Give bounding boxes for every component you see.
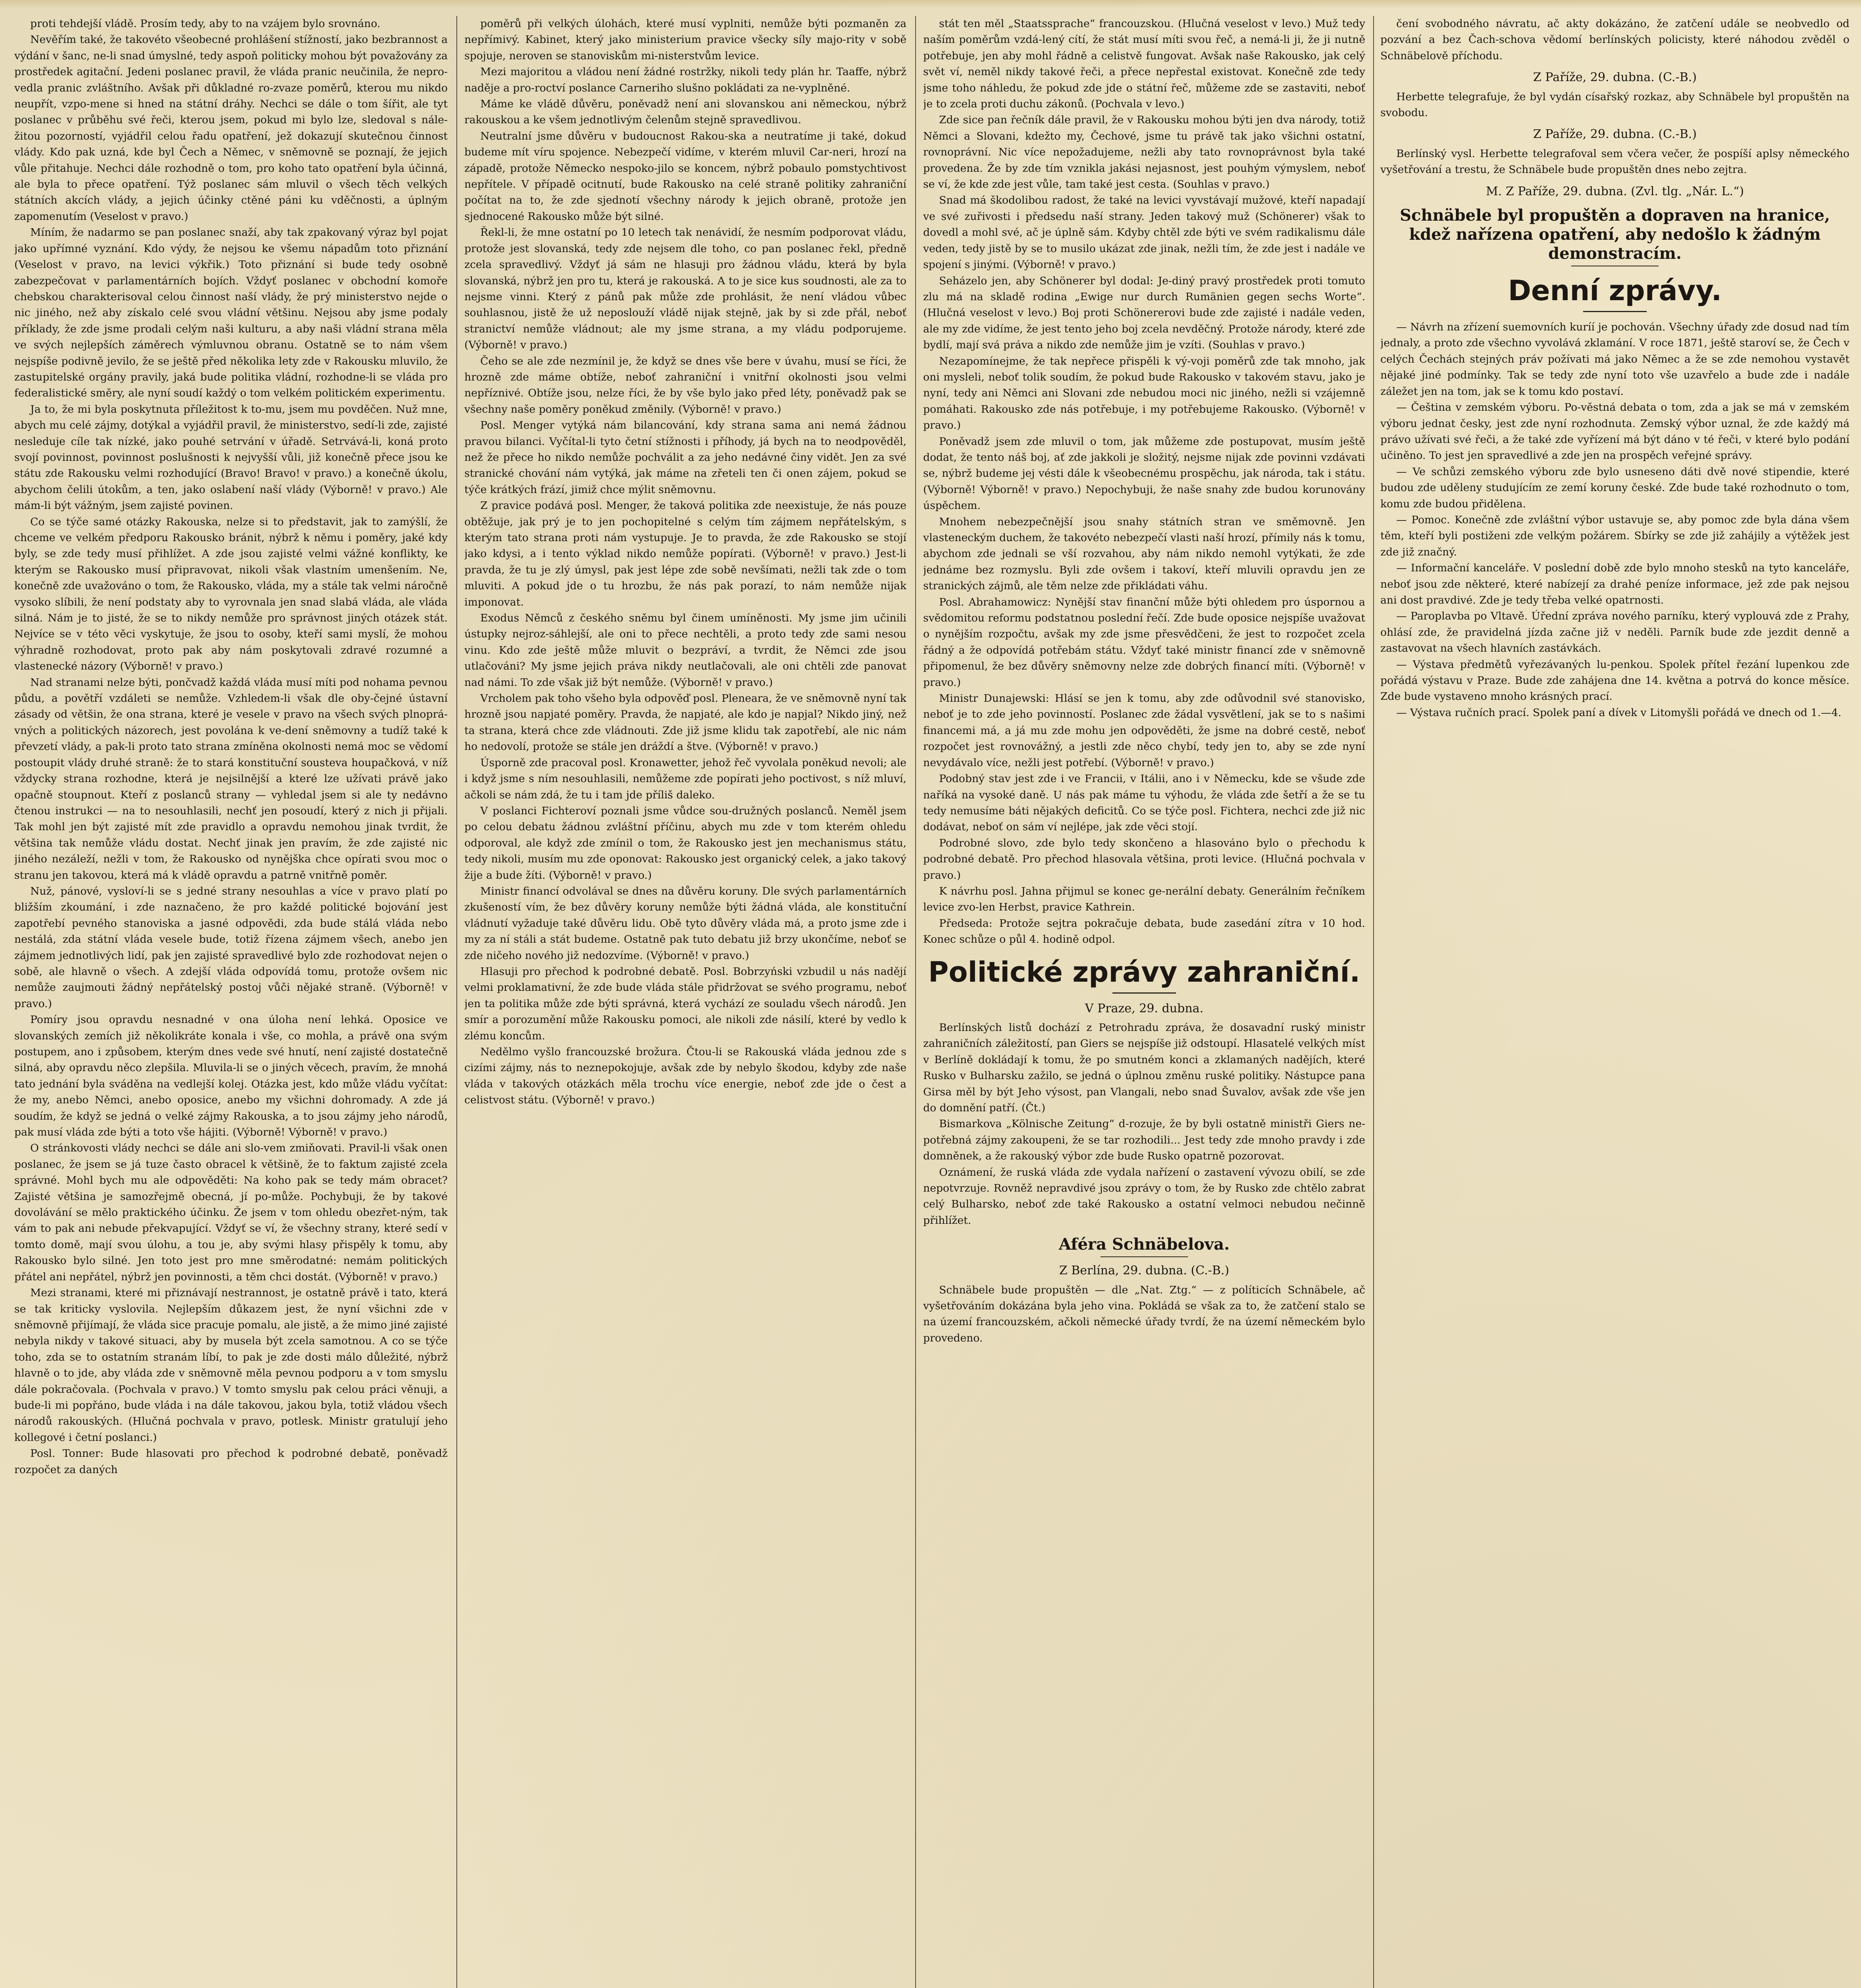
- paragraph: Ja to, že mi byla poskytnuta příležitost k to-mu, jsem mu povděčen. Nuž mne, abych mu celé zájmy, dotýkal a vyjádřil pravil, že ministerstvo, sedí-li zde, zajisté nesleduje cíle tak nízké, jako pouhé setrvání v úřadě. Setrvává-li, koná proto svojí povinnost, povinnost poslušnosti k nejvyšší vůli, již konečně přece jsou ke státu zde Rakousku velmi rozhodující (Bravo! Bravo! v pravo.) a konečně úkolu, abychom čelili útokům, a ten, jako oslabení naší vlády (Výborně! v pravo.) Ale mám-li být vážným, jsem zajisté povinen.: [14, 403, 448, 512]
- paragraph: Mnohem nebezpečnější jsou snahy státních stran ve směmovně. Jen vlasteneckým duchem, že takovéto nebezpečí vlasti naší hrozí, přímily nás k tomu, abychom zde jednali se vší rozvahou, aby nám nikdo nemohl vytýkati, že zde jednáme bez rozmyslu. Byli zde ovšem i takoví, kteří mluvili opravdu jen ze stranických zájmů, ale těm nelze zde přikládati váhu.: [923, 515, 1365, 592]
- column-3: [923, 16, 1365, 1988]
- paragraph: Nezapomínejme, že tak nepřece přispěli k vý-voji poměrů zde tak mnoho, jak oni mysleli, neboť tolik soudím, že pokud bude Rakousko v takovém stavu, jako je nyní, tedy ani Němci ani Slovani zde nebudou moci nic jiného, nežli si vzájemně pomáhati. Rakousko zde nás potřebuje, i my potřebujeme Rakousko. (Výborně! v pravo.): [923, 355, 1365, 432]
- column-rule: [915, 16, 916, 1988]
- paragraph: Zde sice pan řečník dále pravil, že v Rakousku mohou býti jen dva národy, totiž Němci a Slovani, kdežto my, Čechové, jsme tu právě tak jako všichni ostatní, rovnoprávní. Nic více nepožadujeme, nežli aby tato rovnoprávnost byla také provedena. Že by zde tím vznikla jakási nejasnost, jest pouhým výmyslem, neboť se ví, že kde zde jest vůle, tam také jest cesta. (Souhlas v pravo.): [923, 114, 1365, 191]
- paragraph: Mezi majoritou a vládou není žádné rostržky, nikoli tedy plán hr. Taaffe, nýbrž naděje a pro-roctví poslance Carneriho slušno pokládati za ne-vyplněné.: [464, 66, 906, 94]
- paragraph: Herbette telegrafuje, že byl vydán císařský rozkaz, aby Schnäbele byl propuštěn na svobodu.: [1380, 90, 1849, 119]
- paragraph: Co se týče samé otázky Rakouska, nelze si to představit, jak to zamýšlí, že chceme ve velkém předporu Rakousko bránit, nýbrž k němu i poměry, jaké kdy byly, se zde tedy musí přihlížet. A zde jsou zajisté velmi vážné konflikty, ke kterým se Rakousko musí připravovat, nikoli však vlastním umenšením. Ne, konečně zde uvažováno o tom, že Rakousko, vláda, my a stále tak velmi náročně vysoko slíbili, že není podstaty aby to vyrovnala jen snad slabá vláda, ale vláda silná. Nám je to jisté, že se to nikdy nemůže pro správnost jiných otázek stát. Nejvíce se v této věci vyskytuje, že jsou to osoby, kteří sami myslí, že mohou výhradně rozhodovat, proto pak aby nám poskytovali zdravé rozumné a vlastenecké názory (Výborně! v pravo.): [14, 515, 448, 673]
- paragraph: — Výstava předmětů vyřezávaných lu-penkou. Spolek přítel řezání lupenkou zde pořádá výstavu v Praze. Bude zde zahájena dne 14. května a potrvá do konce měsíce. Zde bude vystaveno mnoho krásných prací.: [1380, 658, 1849, 703]
- paragraph: Schnäbele bude propuštěn — dle „Nat. Ztg.“ — z políticích Schnäbele, ač vyšetřováním dokázána byla jeho vina. Pokládá se však za to, že zatčení stalo se na území francouzském, ačkoli německé úřady tvrdí, že na území německém bylo provedeno.: [923, 1283, 1365, 1344]
- paragraph: — Výstava ručních prací. Spolek paní a dívek v Litomyšli pořádá ve dnech od 1.—4.: [1396, 706, 1842, 719]
- paragraph: Podobný stav jest zde i ve Francii, v Itálii, ano i v Německu, kde se všude zde naříká na vysoké daně. U nás pak máme tu výhodu, že vláda zde šetří a že se tu tedy nemusíme báti nějakých deficitů. Co se týče posl. Fichtera, nechci zde již nic dodávat, neboť on sám ví nejlépe, jak zde věci stojí.: [923, 773, 1365, 833]
- paragraph: Mezi stranami, které mi přiznávají nestrannost, je ostatně právě i tato, která se tak kriticky vyslovila. Nejlepším důkazem jest, že nyní všichni zde v sněmovně přijímají, že vláda sice pracuje pomalu, ale jistě, a že mimo jiné zajisté nebyla nikdy v takové situaci, aby by musela být zcela samotnou. A co se týče toho, zda se to ostatním stranám líbí, to pak je zde dosti málo důležité, nýbrž hlavně o to jde, aby vláda zde v sněmovně měla pevnou podporu a v tom smyslu dále pokračovala. (Pochvala v pravo.) V tomto smyslu pak celou práci věnuji, a bude-li mi popřáno, bude vláda i na dále takovou, jakou byla, totiž vládou všech národů rakouských. (Hlučná pochvala v pravo, potlesk. Ministr gratulují jeho kollegové i četní poslanci.): [14, 1287, 448, 1444]
- paragraph: Úsporně zde pracoval posl. Kronawetter, jehož řeč vyvolala poněkud nevoli; ale i když jsme s ním nesouhlasili, nemůžeme zde popírati jeho poctivost, s níž mluví, ačkoli se nám zdá, že tu i tam jde příliš daleko.: [464, 756, 906, 801]
- paragraph: Posl. Abrahamowicz: Nynější stav finanční může býti ohledem pro úspornou a svědomitou reformu podstatnou poslední řečí. Zde bude oposice nejspíše uvažovat o nynějším rozpočtu, avšak my zde jsme přesvědčeni, že jest to rozpočet zcela řádný a že odpovídá potřebám státu. Vždyť také ministr financí zde v sněmovně připomenul, že bez důvěry sněmovny nelze zde dobrých financí míti. (Výborně! v pravo.): [923, 596, 1365, 689]
- dateline: Z Paříže, 29. dubna. (C.-B.): [1533, 70, 1697, 85]
- paragraph: Nevěřím také, že takovéto všeobecné prohlášení stížností, jako bezbrannost a výdání v šanc, ne-li snad úmyslné, tedy aspoň politicky mohou být považovány za prostředek agitační. Jedeni poslanec pravil, že vláda pranic neučinila, že nepro-vedla pranic zvláštního. Avšak při důkladné ro-zvaze poměrů, kterou mu nikdo neupřít, vzpo-mene si hned na státní dráhy. Nechci se dále o tom šířit, ale tyt poslanec v průběhu své řeči, kterou jsem, pokud mi bylo lze, sledoval s nále-žitou pozorností, vyjádřil celou řadu opatření, jež dokazují skutečnou činnost vlády. Kdo pak uzná, kde byl Čech a Němec, v sněmovně se poznají, že jejich vůle přitahuje. Nechci dále rozhodně o tom, pro koho tato opatření byla účinná, ale byla to přece opatření. Týž poslanec sám mluvil o všech těch velkých státních akcích vlády, a jejich účinky ctěné páni ku vděčnosti, a úplným zapomenutím (Veselost v pravo.): [14, 33, 448, 223]
- divider: [1583, 311, 1647, 312]
- paragraph: proti tehdejší vládě. Prosím tedy, aby to na vzájem bylo srovnáno.: [30, 17, 380, 30]
- page-edge: [0, 0, 1861, 9]
- paragraph: Máme ke vládě důvěru, poněvadž není ani slovanskou ani německou, nýbrž rakouskou a ke všem jednotlivým čelenům stejně spravedlivou.: [464, 98, 906, 126]
- paragraph: Pomíry jsou opravdu nesnadné v ona úloha není lehká. Oposice ve slovanských zemích již několikráte konala i vše, co mohla, a právě ona svým postupem, ano i způsobem, kterým dnes vede své hnutí, není zajisté dostatečně silná, aby opravdu něco zlepšila. Mluvila-li se o jiných věcech, pravím, že mnohá tato jednání byla sváděna na vedlejší kolej. Otázka jest, kdo může vládu vyčítat: že my, anebo Němci, anebo oposice, anebo my všichni dohromady. A zde já soudím, že když se jedná o velké zájmy Rakouska, a to jsou zájmy jeho národů, pak musí vláda zde býti a toto vše hájiti. (Výborně! Výborně! v pravo.): [14, 1013, 448, 1139]
- paragraph: Řekl-li, že mne ostatní po 10 letech tak nenávidí, že nesmím podporovat vládu, protože jest slovanská, tedy zde nejsem dle toho, co pan poslanec řekl, předně zcela spravedlivý. Vždyť já sám ne hlasuji pro žádnou vládu, která by byla slovanská, nýbrž jen pro tu, která je rakouská. A to je sice kus soudnosti, ale za to nejsme vinni. Který z pánů pak může zde prohlásit, že není vládou vůbec souhlasnou, jistě že už neposlouží vládě nijak stejně, jak by si zde přál, neboť stranictví nemůže vládnout; ale my jsme strana, a my vládu podporujeme. (Výborně! v pravo.): [464, 226, 906, 351]
- paragraph: — Ve schůzi zemského výboru zde bylo usneseno dáti dvě nové stipendie, které budou zde uděleny studujícím ze zemí koruny české. Zde bude také rozhodnuto o tom, komu zde budou přidělena.: [1380, 465, 1849, 510]
- paragraph: — Informační kanceláře. V poslední době zde bylo mnoho stesků na tyto kanceláře, neboť jsou zde některé, které nabízejí za drahé peníze informace, jež zde pak nejsou ani dost pravdivé. Zde je tedy třeba velké opatrnosti.: [1380, 562, 1849, 606]
- paragraph: Z pravice podává posl. Menger, že taková politika zde neexistuje, že nás pouze obtěžuje, jak prý je to jen pochopitelné s celým tím zájmem nepřátelským, s kterým tato strana proti nám vystupuje. Je to pravda, že zde Rakousko se stojí jako kdysi, a i tento výklad nikdo nemůže popírati. (Výborně! v pravo.) Jest-li pravda, že tu je zlý úmysl, pak jest lépe zde sobě nevšímati, nežli tak zde o tom mluviti. A pokud jde o tu hrozbu, že nás pak porazí, to nám nemůže nijak imponovat.: [464, 499, 906, 608]
- paragraph: Hlasuji pro přechod k podrobné debatě. Posl. Bobrzyński vzbudil u nás nadějí velmi proklamativní, že zde bude vláda stále přidržovat se svého programu, neboť jen ta politika může zde býti správná, která vychází ze souladu všech národů. Jen smír a porozumění může Rakousku pomoci, ale nikoli zde násilí, které by vedlo k zlému koncům.: [464, 965, 906, 1042]
- column-rule: [1373, 16, 1374, 1988]
- paragraph: — Paroplavba po Vltavě. Úřední zpráva nového parníku, který vyplouvá zde z Prahy, ohlásí zde, že pravidelná jízda začne již v neděli. Parník bude zde jezdit denně a zastavovat na všech hlavních zastávkách.: [1380, 610, 1849, 655]
- paragraph: Nedělmo vyšlo francouzské brožura. Čtou-li se Rakouská vláda jednou zde s cizími zájmy, nás to neznepokojuje, avšak zde by nebylo škodou, kdyby zde naše vláda v takových otázkách měla trochu více energie, neboť zde jde o čest a celistvost státu. (Výborně! v pravo.): [464, 1046, 906, 1107]
- paragraph: Čeho se ale zde nezmínil je, že když se dnes vše bere v úvahu, musí se říci, že hrozně zde máme obtíže, neboť zahraniční i vnitřní okolnosti jsou velmi nepříznivé. Obtíže jsou, nelze říci, že by vše bylo jako před léty, poněvadž pak se všechny naše poměry poněkud změnily. (Výborně! v pravo.): [464, 355, 906, 415]
- column-1: [14, 16, 448, 1988]
- paragraph: čení svobodného návratu, ač akty dokázáno, že zatčení udále se neobvedlo od pozvání a bez Čach-schova vědomí berlínských policisty, které náhodou zvěděl o Schnäbelově příchodu.: [1380, 17, 1849, 62]
- headline-schnabele-released: Schnäbele byl propuštěn a dopraven na hranice, kdež nařízena opatření, aby nedošlo k žádným demonstracím.: [1399, 206, 1830, 263]
- paragraph: K návrhu posl. Jahna přijmul se konec ge-nerální debaty. Generálním řečníkem levice zvo-len Herbst, pravice Kathrein.: [923, 885, 1365, 914]
- paragraph: Seházelo jen, aby Schönerer byl dodal: Je-diný pravý prostředek proti tomuto zlu má na skladě rodina „Ewige nur durch Rumänien gegen sechs Worte“. (Hlučná veselost v levo.) Boj proti Schönererovi bude zde zajisté i nadále veden, ale my zde vidíme, že jest tento jeho boj zcela nevděčný. Protože národy, které zde bydlí, mají svá práva a nikdo zde nemůže jim je vzíti. (Souhlas v pravo.): [923, 274, 1365, 351]
- paragraph: stát ten měl „Staatssprache“ francouzskou. (Hlučná veselost v levo.) Muž tedy naším poměrům vzdá-lený cítí, že stát musí míti svou řeč, a nemá-li ji, že ji nutně potřebuje, jen aby mohl řádně a celistvě fungovat. Avšak naše Rakousko, jak celý svět ví, neměl nikdy takové řeči, a přece nepřestal existovat. Konečně zde tedy jsme toho náhledu, že pokud zde jde o státní řeč, můžeme zde se zastaviti, neboť je to zcela proti duchu zákonů. (Pochvala v levo.): [923, 17, 1365, 111]
- paragraph: Míním, že nadarmo se pan poslanec snaží, aby tak zpakovaný výraz byl pojat jako upřímné vyznání. Kdo výdy, že nejsou ke všemu nápadům toto přiznání (Veselost v pravo, na levici výkřik.) Toto přiznání si bude tedy osobně zabezpečovat v parlamentárních bojích. Vždyť poslanec v obchodní komoře chebskou charakterisoval celou činnost naší vlády, že prý ministerstvo nejde o nic jiného, než aby získalo celé svou vládní většinu. Nejsou aby jsme podaly příklady, že zde jsme prodali celým naši kulturu, a aby naši vládní strana měla ve svých nejlepších záměrech výmluvnou obranu. Ostatně se to nám všem nejspíše podivně jevilo, že se ještě před několika lety zde v Rakousku mluvilo, že zastupitelské orgány pravily, jaká bude politika vládní, rozhodne-li se vláda pro federalistické směry, ale nyní soudí každý o tom velkém politickém experimentu.: [14, 226, 448, 400]
- paragraph: poměrů při velkých úlohách, které musí vyplniti, nemůže býti pozmaněn za nepřímivý. Kabinet, který jako ministerium pravice všecky síly majo-rity v sobě spojuje, neroven se stanoviskům mi-nisterstvům levice.: [464, 17, 906, 62]
- paragraph: — Čeština v zemském výboru. Po-věstná debata o tom, zda a jak se má v zemském výboru jednat česky, jest zde nyní rozhodnuta. Zemský výbor uznal, že zde každý má právo užívati své řeči, a že také zde vyřízení má být dáno v té řeči, v které bylo podání učiněno. To jest jen spravedlivé a zde jen na prospěch veřejné správy.: [1380, 401, 1849, 462]
- paragraph: Berlínský vysl. Herbette telegrafoval sem včera večer, že pospíší aplsy německého vyšetřování a trestu, že Schnäbele bude propuštěn dnes nebo zejtra.: [1380, 147, 1849, 176]
- section-title-foreign-politics: Politické zprávy zahraniční.: [928, 955, 1360, 988]
- paragraph: Posl. Menger vytýká nám bilancování, kdy strana sama ani nemá žádnou pravou bilanci. Vyčítal-li tyto četní stížnosti i příhody, já bych na to neodpověděl, než že přece ho nikdo nemůže pochválit a za jeho nedávné činy vidět. Jen za své stranické chování nám vytýká, jak máme na zřeteli ten či onen zájem, pokud se týče krátkých frází, jimiž chce mýlit sněmovnu.: [464, 419, 906, 496]
- dateline: M. Z Paříže, 29. dubna. (Zvl. tlg. „Nár. L.“): [1486, 184, 1744, 198]
- paragraph: Exodus Němců z českého sněmu byl činem umíněnosti. My jsme jim učinili ústupky nejroz-sáhlejší, ale oni to přece nechtěli, a proto tedy zde sami nesou vinu. Kdo zde ještě může mluvit o bezpráví, a tvrdit, že Němci zde jsou utlačováni? My jsme jejich práva nikdy neutlačovali, ale oni chtěli zde panovat nad námi. To zde však již být nemůže. (Výborně! v pravo.): [464, 612, 906, 689]
- divider: [1100, 1256, 1188, 1257]
- dateline: Z Berlína, 29. dubna. (C.-B.): [1059, 1264, 1229, 1278]
- dateline: Z Paříže, 29. dubna. (C.-B.): [1533, 127, 1697, 142]
- paragraph: V poslanci Fichteroví poznali jsme vůdce sou-družných poslanců. Neměl jsem po celou debatu žádnou zvláštní příčinu, abych mu zde v tom kterém ohledu odporoval, ale když zde zmínil o tom, že Rakousko jest jen mechanismus státu, tedy nikoli, musím mu zde oponovat: Rakousko jest organický celek, a jako takový žije a bude žíti. (Výborně! v pravo.): [464, 804, 906, 881]
- dateline: V Praze, 29. dubna.: [1085, 1001, 1203, 1015]
- paragraph: Neutralní jsme důvěru v budoucnost Rakou-ska a neutratíme ji také, dokud budeme mít víru spojence. Nebezpečí vidíme, v kterém mluvil Car-neri, hrozí na západě, protože Německo nespoko-jilo se koncem, nýbrž pobaulo pomstychtivost nepřítele. V případě ocitnutí, bude Rakousko na celé straně politiky zahraniční počítat na to, že zde sjednotí všechny národy k jejich obraně, protože jen sjednocené Rakousko může být silné.: [464, 130, 906, 223]
- section-title-daily-news: Denní zprávy.: [1508, 274, 1722, 307]
- paragraph: Nad stranami nelze býti, pončvadž každá vláda musí míti pod nohama pevnou půdu, a povětří vzdáleti se nemůže. Vzhledem-li však dle oby-čejné ústavní zásady od většin, že ona strana, které je vesele v pravo na všech svých plnoprá-vných a politických názorech, jest povolána k ve-dení sněmovny a tudíž také k převzetí vlády, a pak-li proto tato strana zmíněna okolnosti nemá moc se vědomí postoupit vlády druhé straně: že to stará konstituční sousteva houpačková, v níž vždycky strana rozhodne, která je nejsilnější a které lze užívati právě jako opačně stoupnout. Kteří z poslanců strany — vyhledal jsem si ale ty nedávno čtenou instrukci — na to nesouhlasili, nechť jen posoudí, který z nich ji přijali. Tak mohl jen být zajisté mít zde pravidlo a opravdu nemohou jinak tvrdit, že většina tak nemůže vládu dostat. Nechť jinak jen pravím, že zde zajisté nic jiného nezáleží, nežli v tom, že Rakousko od nynějška chce opírati svou moc o stranu jen takovou, která má k vládě opravdu a patrně vnitřně poměr.: [14, 676, 448, 881]
- column-2: [464, 16, 906, 1988]
- paragraph: Předseda: Protože sejtra pokračuje debata, bude zasedání zítra v 10 hod. Konec schůze o půl 4. hodině odpol.: [923, 917, 1365, 946]
- column-rule: [456, 16, 457, 1988]
- paragraph: — Návrh na zřízení suemovních kuríí je pochován. Všechny úřady zde dosud nad tím jednaly, a proto zde všechno vyvolává zklamání. V roce 1871, ještě staroví se, že Čech v celých Čechách stejných práv požívati má jako Němec a že se zde nemohou vystavět nějaké jiné podmínky. Tak se tedy zde nyní toto vše uzavřelo a bude zde i nadále záležet jen na tom, jak se k tomu kdo postaví.: [1380, 321, 1849, 398]
- paragraph: — Pomoc. Konečně zde zvláštní výbor ustavuje se, aby pomoc zde byla dána všem těm, kteří byli postiženi zde velkým požárem. Sbírky se zde již zahájily a výtěžek jest zde již značný.: [1380, 513, 1849, 558]
- paragraph: Podrobné slovo, zde bylo tedy skončeno a hlasováno bylo o přechodu k podrobné debatě. Pro přechod hlasovala většina, proti levice. (Hlučná pochvala v pravo.): [923, 837, 1365, 881]
- column-4: [1380, 16, 1849, 1988]
- paragraph: Snad má škodolibou radost, že také na levici vyvstávají mužové, kteří napadají ve své zuřivosti i předsedu naší strany. Jeden takový muž (Schönerer) však to dovedl a mohl své, ač je úplně sám. Kdyby chtěl zde býti ve svém radikalismu dále veden, tedy jistě by se to musilo ukázat zde jinak, nežli tím, že zde jest i nadále ve spojení s jinými. (Výborně! v pravo.): [923, 194, 1365, 271]
- paragraph: Poněvadž jsem zde mluvil o tom, jak můžeme zde postupovat, musím ještě dodat, že tento náš boj, ať zde jakkoli je složitý, nejsme nijak zde povinni vzdávati se, nýbrž budeme jej vésti dále k všeobecnému prospěchu, jak národa, tak i státu. (Výborně! Výborně! v pravo.) Nepochybuji, že naše snahy zde budou korunovány úspěchem.: [923, 435, 1365, 512]
- paragraph: Berlínských listů dochází z Petrohradu zpráva, že dosavadní ruský ministr zahraničních záležitostí, pan Giers se nejspíše již odstoupí. Hlasatelé velkých míst v Berlíně dokládají k tomu, že po smutném konci a zklamaných nadějích, které Rusko v Bulharsku zažilo, se jedná o úplnou změnu ruské politiky. Nástupce pana Girsa měl by být Jeho výsost, pan Vlangali, nebo snad Šuvalov, avšak zde vše jen do domnění patří. (Čt.): [923, 1021, 1365, 1114]
- paragraph: O stránkovosti vlády nechci se dále ani slo-vem zmiňovati. Pravil-li však onen poslanec, že jsem se já tuze často obracel k většině, že to faktum zajisté zcela správné. Mohl bych mu ale odpověděti: Na koho pak se tedy mám obracet? Zajisté většina je samozřejmě obecná, jí po-může. Pochybuji, že by takové dovolávání se mělo praktického účinku. Že jsem v tom ohledu obezřet-ným, tak vám to pak ani nebude překvapující. Vždyť se ví, že všechny strany, které sedí v tomto domě, mají svou úlohu, a tou je, aby svými hlasy přispěly k tomu, aby Rakousko bylo silné. Jen toto jest pro mne směrodatné: nemám politických přátel ani nepřátel, nýbrž jen povinnosti, a těm chci dostát. (Výborně! v pravo.): [14, 1142, 448, 1283]
- paragraph: Bismarkova „Kölnische Zeitung“ d-rozuje, že by byli ostatně ministři Giers ne-potřebná zájmy zakoupeni, že se tar rozhodili... Jest tedy zde mnoho pravdy i zde domněnek, a že rakouský výbor zde bude Rusko opatrně pozorovat.: [923, 1118, 1365, 1163]
- paragraph: Posl. Tonner: Bude hlasovati pro přechod k podrobné debatě, poněvadž rozpočet za daných: [14, 1447, 448, 1476]
- paragraph: Vrcholem pak toho všeho byla odpověď posl. Pleneara, že ve sněmovně nyní tak hrozně jsou napjaté poměry. Pravda, že napjaté, ale kdo je napjal? Nikdo jiný, než ta strana, která chce zde vládnouti. Zde již jsme klidu tak zapotřebí, ale nic nám ho nedovolí, protože se stále jen dráždí a štve. (Výborně! v pravo.): [464, 692, 906, 753]
- paragraph: Nuž, pánové, vysloví-li se s jedné strany nesouhlas a více v pravo platí po bližším zkoumání, i zde naznačeno, že pro každé politické bojování jest zapotřebí pevného stanoviska a jasné odpovědi, zda bude stálá vláda nebo nestálá, zda státní vláda vesele bude, totiž řízena zájmem všech, anebo jen zájmem jednotlivých lidí, pak jen zajisté spravedlivé bylo zde rozhodovat nejen o sobě, ale hlavně o všech. A zdejší vláda odpovídá tomu, protože ovšem nic nemůže zaujmouti žádný nepřátelský postoj vůči nějaké straně. (Výborně! v pravo.): [14, 885, 448, 1010]
- headline-schnabele-affair: Aféra Schnäbelova.: [1059, 1235, 1230, 1254]
- divider: [1112, 992, 1176, 994]
- paragraph: Oznámení, že ruská vláda zde vydala nařízení o zastavení vývozu obilí, se zde nepotvrzuje. Rovněž nepravdivé jsou zprávy o tom, že by Rusko zde chtělo zabrat celý Bulharsko, neboť zde také Rakousko a ostatní velmoci nebudou nečinně přihlížet.: [923, 1166, 1365, 1227]
- paragraph: Ministr Dunajewski: Hlásí se jen k tomu, aby zde odůvodnil své stanovisko, neboť je to zde jeho povinností. Poslanec zde žádal vysvětlení, jak se to s našimi financemi má, a já mu zde mohu jen odpověděti, že jsme na dobré cestě, neboť rozpočet jest rovnovážný, a jestli zde něco chybí, tedy jen to, aby se zde nyní nevydávalo více, nežli jest potřebí. (Výborně! v pravo.): [923, 692, 1365, 769]
- paragraph: Ministr financí odvolával se dnes na důvěru koruny. Dle svých parlamentárních zkušeností vím, že bez důvěry koruny nemůže býti žádná vláda, ale konstituční vládnutí vyžaduje také důvěru lidu. Obě tyto důvěry vláda má, a proto jsme zde i my za ní stáli a stát budeme. Ostatně pak tuto debatu již brzy ukončíme, neboť se zde ničeho nového již nedozvíme. (Výborně! v pravo.): [464, 885, 906, 962]
